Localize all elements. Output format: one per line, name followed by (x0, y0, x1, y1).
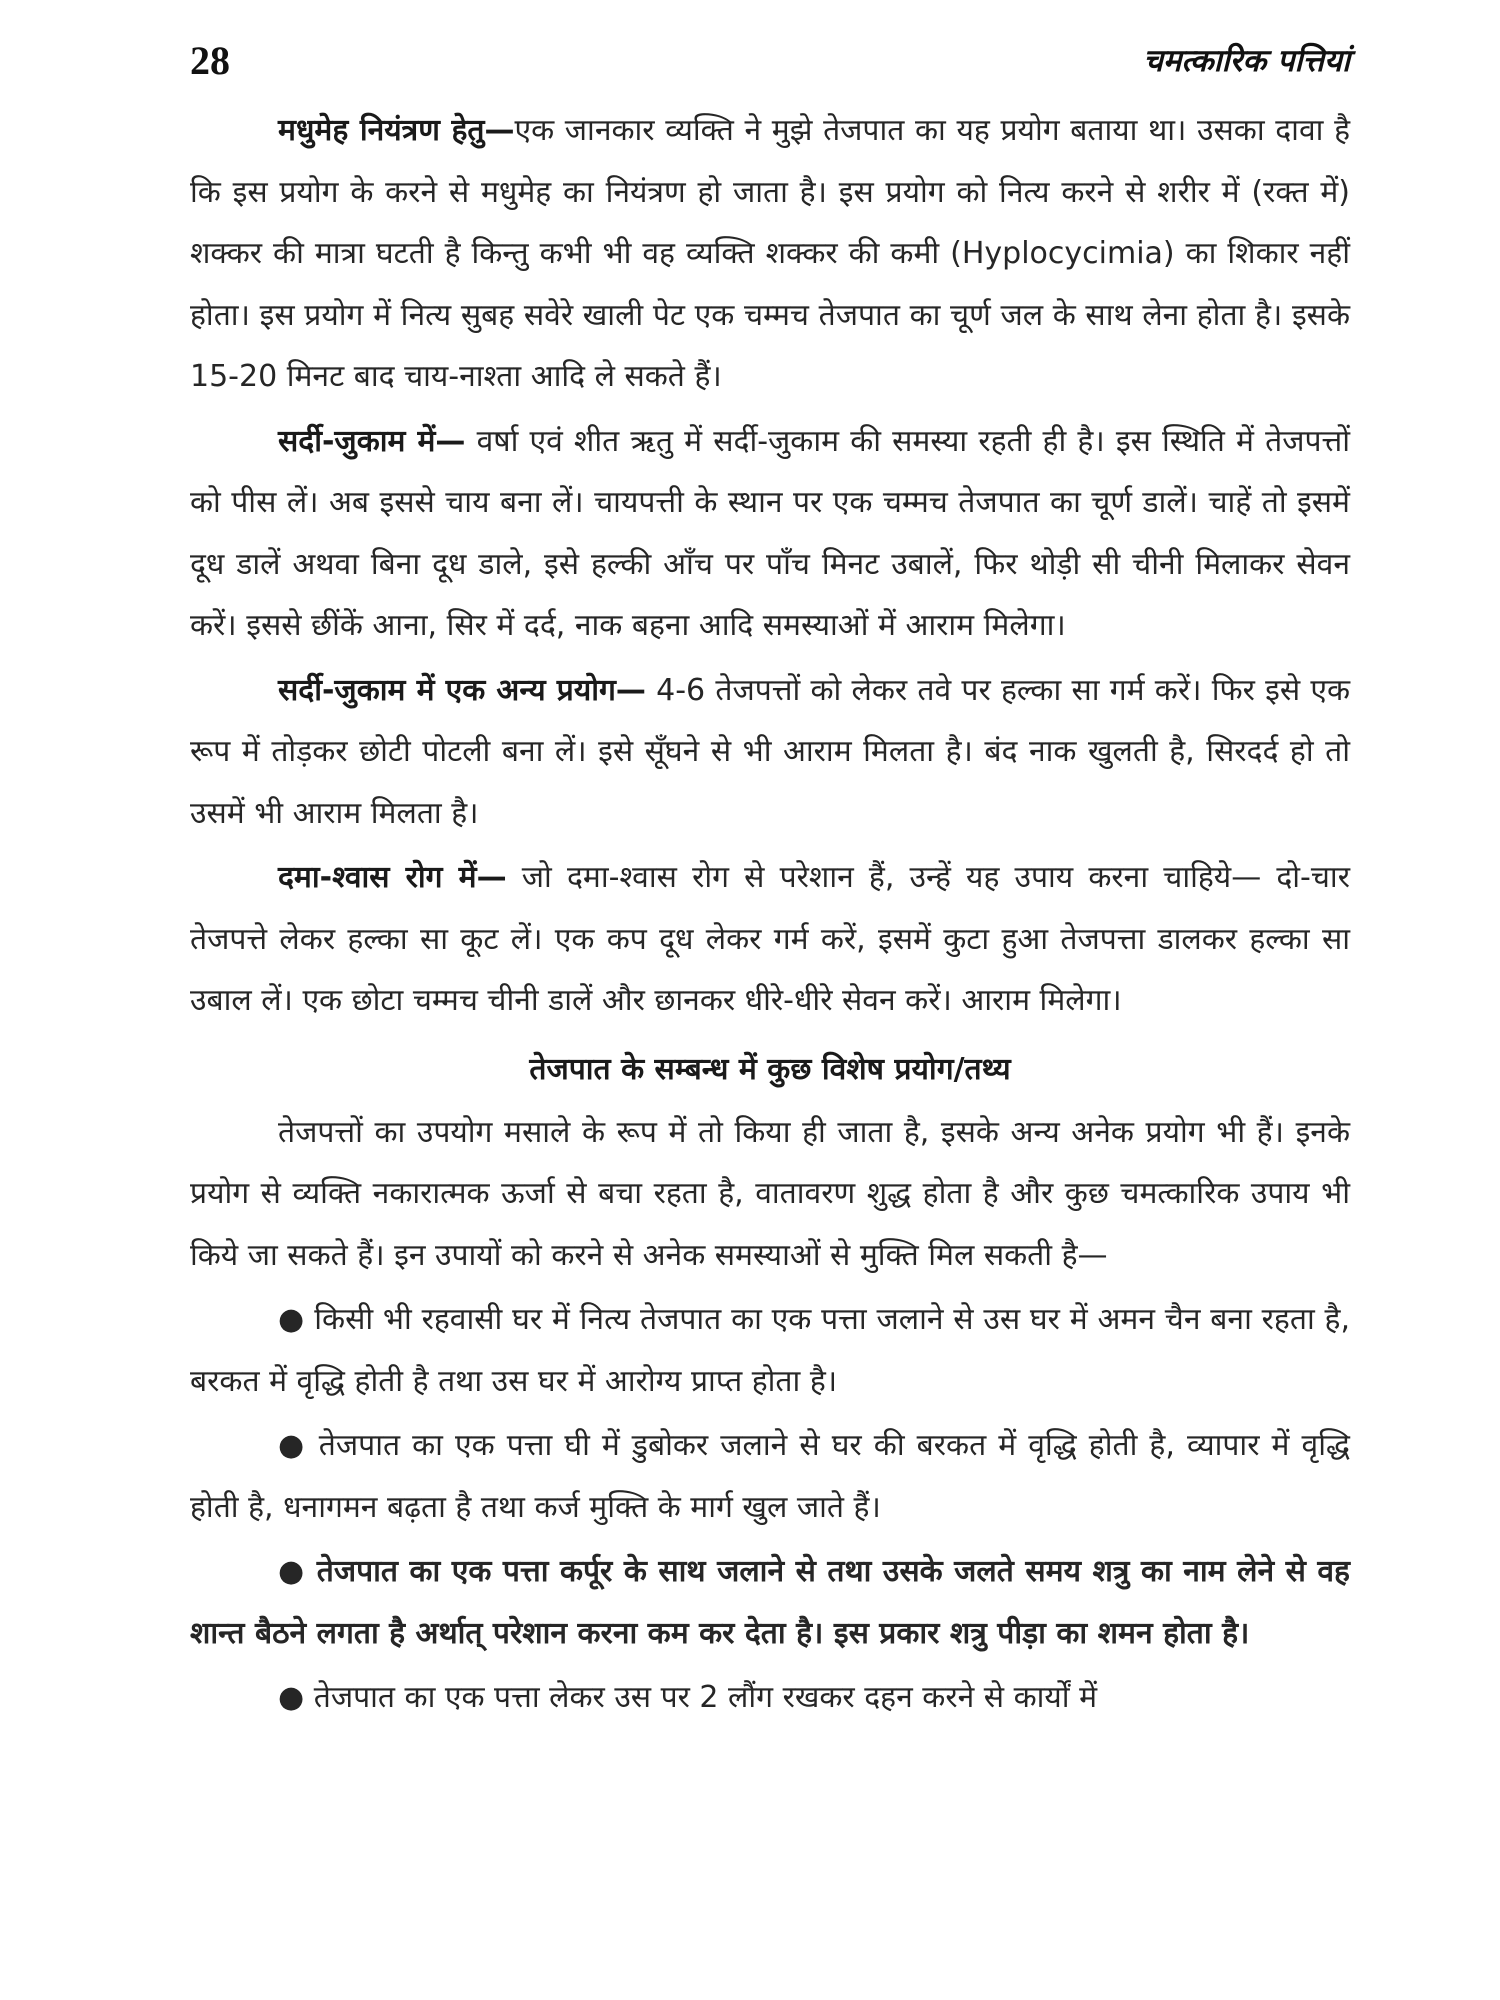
paragraph-text: वर्षा एवं शीत ऋतु में सर्दी-जुकाम की समस्या रहती ही है। इस स्थिति में तेजपत्तों को पीस लें। अब इससे चाय बना लें। चायपत्ती के स्थान पर एक चम्मच तेजपात का चूर्ण डालें। चाहें तो इसमें दूध डालें अथवा बिना दूध डाले, इसे हल्की आँच पर पाँच मिनट उबालें, फिर थोड़ी सी चीनी मिलाकर सेवन करें। इससे छींकें आना, सिर में दर्द, नाक बहना आदि समस्याओं में आराम मिलेगा। (190, 423, 1350, 643)
paragraph-cold-alternate (190, 660, 1350, 845)
list-item-text: तेजपात का एक पत्ता कर्पूर के साथ जलाने से तथा उसके जलते समय शत्रु का नाम लेने से वह शान्त बैठने लगता है अर्थात् परेशान करना कम कर देता है। इस प्रकार शत्रु पीड़ा का शमन होता है। (190, 1554, 1350, 1651)
page-body (190, 100, 1350, 1732)
paragraph-text: 4-6 तेजपत्तों को लेकर तवे पर हल्का सा गर्म करें। फिर इसे एक रूप में तोड़कर छोटी पोटली बना लें। इसे सूँघने से भी आराम मिलता है। बंद नाक खुलती है, सिरदर्द हो तो उसमें भी आराम मिलता है। (190, 672, 1350, 831)
list-item (190, 1415, 1350, 1538)
paragraph-text: एक जानकार व्यक्ति ने मुझे तेजपात का यह प्रयोग बताया था। उसका दावा है कि इस प्रयोग के करने से मधुमेह का नियंत्रण हो जाता है। इस प्रयोग को नित्य करने से शरीर में (रक्त में) शक्कर की मात्रा घटती है किन्तु कभी भी वह व्यक्ति शक्कर की कमी (Hyplocycimia) का शिकार नहीं होता। इस प्रयोग में नित्य सुबह सवेरे खाली पेट एक चम्मच तेजपात का चूर्ण जल के साथ लेना होता है। इसके 15-20 मिनट बाद चाय-नाश्ता आदि ले सकते हैं। (190, 113, 1350, 394)
list-item (190, 1541, 1350, 1664)
bullet-icon: ● (278, 1554, 306, 1589)
running-title: चमत्कारिक पत्तियां (1143, 43, 1350, 79)
section-heading: तेजपात के सम्बन्ध में कुछ विशेष प्रयोग/तथ्य (529, 1051, 1011, 1087)
page-number: 28 (190, 37, 230, 83)
page-header (190, 30, 1350, 90)
bullet-icon: ● (278, 1302, 305, 1337)
paragraph-text: जो दमा-श्वास रोग से परेशान हैं, उन्हें यह उपाय करना चाहिये— दो-चार तेजपत्ते लेकर हल्का सा कूट लें। एक कप दूध लेकर गर्म करें, इसमें कुटा हुआ तेजपत्ता डालकर हल्का सा उबाल लें। एक छोटा चम्मच चीनी डालें और छानकर धीरे-धीरे सेवन करें। आराम मिलेगा। (190, 860, 1350, 1018)
paragraph-lead: दमा-श्वास रोग में— (278, 860, 507, 895)
bullet-icon: ● (278, 1680, 305, 1715)
list-item (190, 1667, 1350, 1729)
list-item-text: तेजपात का एक पत्ता लेकर उस पर 2 लौंग रखकर दहन करने से कार्यों में (313, 1680, 1098, 1715)
list-item (190, 1289, 1350, 1412)
bullet-icon: ● (278, 1428, 307, 1463)
paragraph-lead: मधुमेह नियंत्रण हेतु— (278, 113, 515, 148)
paragraph-lead: सर्दी-जुकाम में— (278, 423, 466, 459)
section-intro: तेजपत्तों का उपयोग मसाले के रूप में तो किया ही जाता है, इसके अन्य अनेक प्रयोग भी हैं। इनके प्रयोग से व्यक्ति नकारात्मक ऊर्जा से बचा रहता है, वातावरण शुद्ध होता है और कुछ चमत्कारिक उपाय भी किये जा सकते हैं। इन उपायों को करने से अनेक समस्याओं से मुक्ति मिल सकती है— (190, 1114, 1350, 1273)
paragraph-cold (190, 411, 1350, 657)
list-item-text: किसी भी रहवासी घर में नित्य तेजपात का एक पत्ता जलाने से उस घर में अमन चैन बना रहता है, बरकत में वृद्धि होती है तथा उस घर में आरोग्य प्राप्त होता है। (190, 1302, 1350, 1399)
list-item-text: तेजपात का एक पत्ता घी में डुबोकर जलाने से घर की बरकत में वृद्धि होती है, व्यापार में वृद्धि होती है, धनागमन बढ़ता है तथा कर्ज मुक्ति के मार्ग खुल जाते हैं। (190, 1428, 1350, 1525)
paragraph-lead: सर्दी-जुकाम में एक अन्य प्रयोग— (278, 672, 646, 708)
paragraph-asthma (190, 847, 1350, 1032)
paragraph-diabetes (190, 100, 1350, 408)
